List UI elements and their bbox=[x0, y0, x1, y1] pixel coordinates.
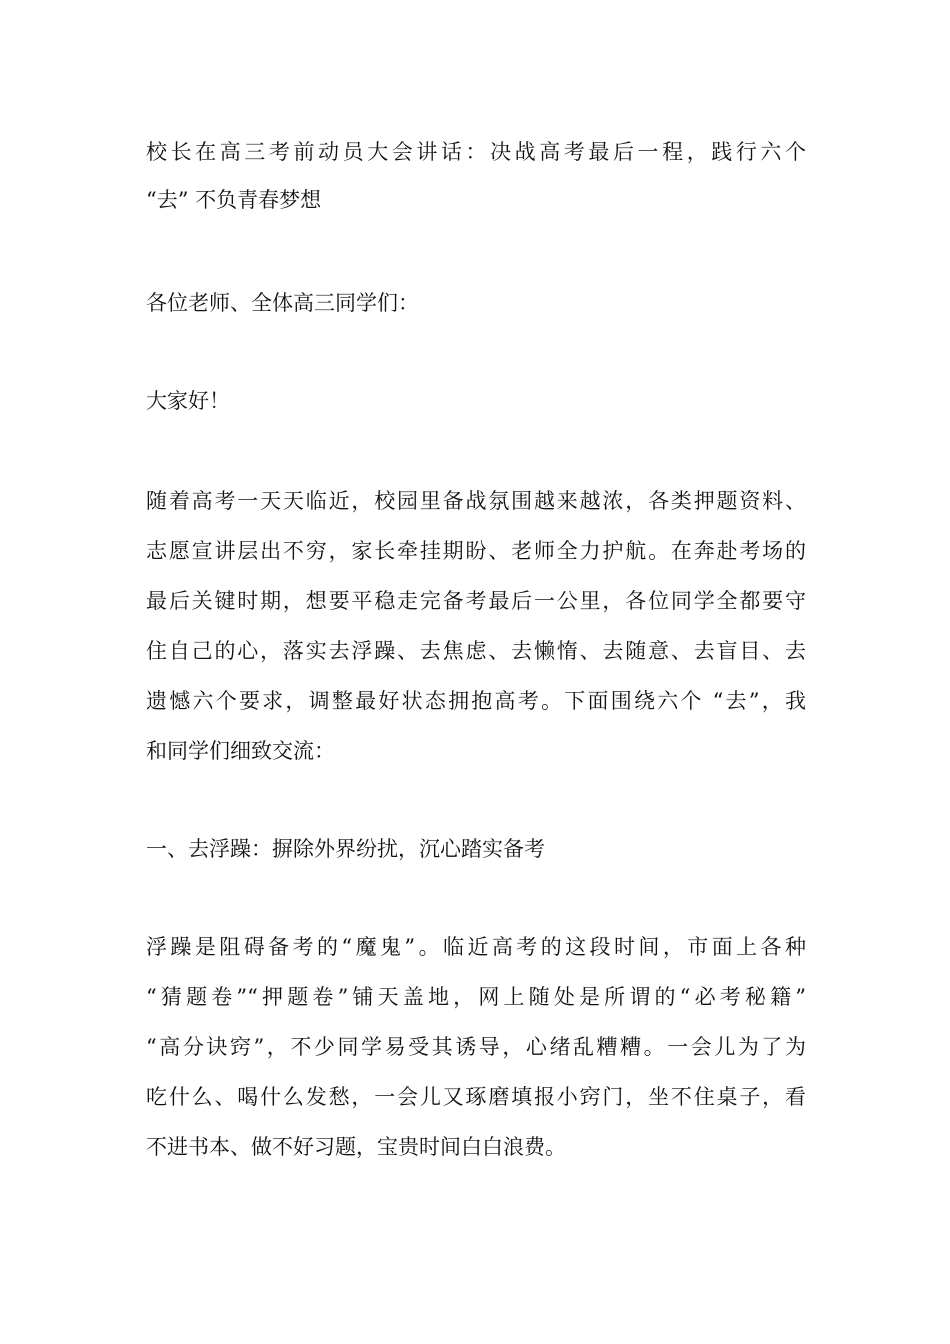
paragraph-line: 浮躁是阻碍备考的“魔鬼”。临近高考的这段时间，市面上各种 bbox=[146, 935, 806, 959]
paragraph-line: 住自己的心，落实去浮躁、去焦虑、去懒惰、去随意、去盲目、去 bbox=[146, 639, 806, 663]
paragraph-line: 吃什么、喝什么发愁，一会儿又琢磨填报小窍门，坐不住桌子，看 bbox=[146, 1085, 806, 1109]
paragraph-line: 最后关键时期，想要平稳走完备考最后一公里，各位同学全都要守 bbox=[146, 589, 806, 613]
document-title bbox=[146, 128, 806, 224]
title-line: 校长在高三考前动员大会讲话：决战高考最后一程，践行六个 bbox=[146, 140, 806, 164]
greeting: 大家好！ bbox=[146, 389, 230, 413]
paragraph-line: 和同学们细致交流： bbox=[146, 739, 335, 763]
salutation: 各位老师、全体高三同学们： bbox=[146, 291, 419, 315]
title-line: “去” 不负青春梦想 bbox=[146, 188, 322, 212]
paragraph-section-1 bbox=[146, 922, 806, 1172]
paragraph-intro bbox=[146, 476, 806, 776]
paragraph-line: “高分诀窍”，不少同学易受其诱导，心绪乱糟糟。一会儿为了为 bbox=[146, 1035, 806, 1059]
paragraph-line: “猜题卷”“押题卷”铺天盖地，网上随处是所谓的“必考秘籍” bbox=[146, 985, 806, 1009]
paragraph-line: 随着高考一天天临近，校园里备战氛围越来越浓，各类押题资料、 bbox=[146, 489, 806, 513]
paragraph-line: 志愿宣讲层出不穷，家长牵挂期盼、老师全力护航。在奔赴考场的 bbox=[146, 539, 806, 563]
section-heading: 一、去浮躁：摒除外界纷扰，沉心踏实备考 bbox=[146, 837, 545, 861]
paragraph-line: 遗憾六个要求，调整最好状态拥抱高考。下面围绕六个 “去”，我 bbox=[146, 689, 806, 713]
paragraph-line: 不进书本、做不好习题，宝贵时间白白浪费。 bbox=[146, 1135, 566, 1159]
